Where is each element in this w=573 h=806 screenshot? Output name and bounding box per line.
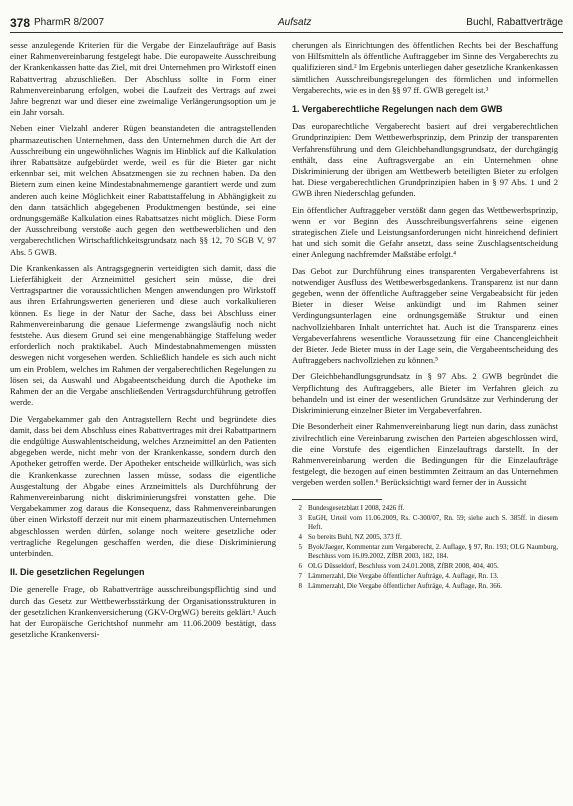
footnote: 6 OLG Düsseldorf, Beschluss vom 24.01.2008, ZfBR 2008, 404, 405.	[298, 561, 499, 570]
header-rule	[10, 32, 563, 33]
right-column	[292, 40, 558, 592]
paragraph: Die Krankenkassen als Antragsgegnerin verteidigten sich damit, dass die Lieferfähigkeit der Arzneimittel gesichert sein müsse, die drei Vertragspartner die voraussichtlichen Mengen anwendungen pro Wirkstoff aus ihren Erfahrungswerten generieren und diese auch vorkalkulieren können. Es liege in der Natur der Sache, dass bei Abschluss einer Rahmenvereinbarung die genaue Liefermenge zwangsläufig noch nicht feststehe. Aus diesem Grund sei eine mengenabhängige Staffelung weder erforderlich noch praktikabel. Auch Mindestabnahmemengen müssten deswegen nicht vorgesehen werden. Schließlich handele es sich auch nicht um ein Problem, welches im Rahmen der vergaberechtlichen Regelungen zu lösen sei, da Auswahl und Abgabeentscheidung durch die Apotheke im Rahmen der an die Vergabe anschließenden Vertragsdurchführung getroffen werde.	[10, 262, 276, 408]
section-heading: 1. Vergaberechtliche Regelungen nach dem GWB	[292, 104, 503, 115]
running-head: Buchl, Rabattverträge	[466, 17, 563, 28]
footnote: 2 Bundesgesetzblatt I 2008, 2426 ff.	[298, 503, 405, 512]
paragraph: Ein öffentlicher Auftraggeber verstößt dann gegen das Wettbewerbsprinzip, wenn er vor Beginn des Ausschreibungsverfahrens seine eigenen strategischen Ziele und Leistungsanforderungen nicht hinreichend definiert hat und sich somit die Gefahr ansetzt, dass seine Zuschlagsentscheidung einer Anlegung nachfremder Maßstäbe erfolgt.⁴	[292, 204, 558, 260]
paragraph: cherungen als Einrichtungen des öffentlichen Rechts bei der Beschaffung von Hilfsmitteln als öffentliche Auftraggeber im Sinne des Vergaberechts zu qualifizieren sind.² Im Ergebnis unterliegen daher gesetzliche Krankenkassen sämtlichen Ausschreibungsregelungen des förmlichen und informellen Vergaberechts, wie es in den §§ 97 ff. GWB geregelt ist.³	[292, 40, 558, 95]
left-column	[10, 40, 276, 645]
page-header	[10, 14, 563, 34]
journal-citation: PharmR 8/2007	[34, 17, 105, 28]
footnote: 3 EuGH, Urteil vom 11.06.2009, Rs. C-300/07, Rn. 59; siehe auch S. 385ff. in diesem Heft.	[298, 513, 558, 531]
paragraph: Der Gleichbehandlungsgrundsatz in § 97 Abs. 2 GWB begründet die Verpflichtung des Auftraggebers, alle Bieter im Verfahren gleich zu behandeln und ist einer der wesentlichen Grundsätze zur Verhinderung der Diskriminierung einzelner Bieter im Vergabeverfahren.	[292, 371, 558, 416]
paragraph: Neben einer Vielzahl anderer Rügen beanstandeten die antragstellenden pharmazeutischen Unternehmen, dass den Unternehmen durch die Art der Ausschreibung ein ungewöhnliches Wagnis im Hinblick auf die Kalkulation ihrer Rabattsätze aufgebürdet werde, weil es für die Bieter gar nicht erkennbar sei, mit welchen Absatzmengen sie zu rechnen haben. Da den Bietern zum einen keine Mindestabnahmemenge garantiert werde und zum anderen auch keine Möglichkeit einer Rabattstaffelung in Abhängigkeit zu den dann tatsächlich abgegebenen Produktmengen bestünde, sei eine ordnungsgemäße Kalkulation eines Rabattsatzes nicht möglich. Diese Form der Ausschreibung verstoße auch gegen den wettbewerblichen und den vergaberechtlichen Wirtschaftlichkeitsgrundsatz nach §§ 12, 70 SGB V, 97 Abs. 5 GWB.	[10, 123, 276, 257]
footnote: 7 Lämmerzahl, Die Vergabe öffentlicher Aufträge, 4. Auflage, Rn. 13.	[298, 571, 499, 580]
paragraph: Die Vergabekammer gab den Antragstellern Recht und begründete dies damit, dass bei dem Abschluss eines Rabattvertrages mit drei Rabattpartnern die endgültige Auswahlentscheidung, welches Arzneimittel an den Patienten abgegeben werde, nicht mehr von der Krankenkasse, sondern durch den Apotheker getroffen werde. Der Apotheker entscheide willkürlich, was sich die Krankenkasse zurechnen lassen müsse, sodass die eigentliche Ausgestaltung der Abgabe eines Arzneimittels als Durchführung der Rahmenvereinbarung nicht diskriminierungsfrei vonstatten gehe. Die Vergabekammer zog daraus die Konsequenz, dass Rahmenvereinbarungen über einen Wirkstoff derzeit nur mit einem pharmazeutischen Unternehmen abgeschlossen werden dürfen, solange noch weitere gesetzliche oder vertragliche Regelungen geschaffen werden, die diese Diskriminierung unterbinden.	[10, 413, 276, 558]
footnote: 4 So bereits Buhl, NZ 2005, 373 ff.	[298, 532, 402, 541]
section-heading: II. Die gesetzlichen Regelungen	[10, 567, 145, 578]
footnote: 8 Lämmerzahl, Die Vergabe öffentlicher Aufträge, 4. Auflage, Rn. 366.	[298, 581, 502, 590]
footnotes	[292, 504, 558, 591]
page-number: 378	[10, 16, 31, 30]
paragraph: Das europarechtliche Vergaberecht basiert auf drei vergaberechtlichen Grundprinzipien: Dem Wettbewerbsprinzip, dem Prinzip der transparenten Verfahrensführung und dem Gleichbehandlungsgrundsatz, der durchgängig enthält, dass eine Auftragsvergabe an ein Unternehmen ohne Diskriminierung der übrigen am Wettbewerb beteiligten Bieter zu erfolgen hat. Diese vergaberechtlichen Grundprinzipien haben in § 97 Abs. 1 und 2 GWB ihren Niederschlag gefunden.	[292, 121, 558, 199]
footnote-rule	[292, 499, 382, 500]
footnote: 5 Byok/Jaeger, Kommentar zum Vergaberecht, 2. Auflage, § 97, Rn. 193; OLG Naumburg, Beschluss vom 16.09.2002, ZfBR 2003, 182, 184.	[298, 542, 558, 560]
paragraph: sesse anzulegende Kriterien für die Vergabe der Einzelaufträge auf Basis einer Rahmenvereinbarung festgelegt habe. Die europaweite Ausschreibung der Krankenkassen hatte das Ziel, mit drei Unternehmen pro Wirkstoff einen Rabattvertrag abzuschließen. Der Abschluss sollte in Form einer Rahmenvereinbarung erfolgen, wobei die Laufzeit des Vertrags auf zwei Jahre begrenzt war und dieser eine zweimalige Verlängerungsoption um je ein Jahr vorsah.	[10, 40, 276, 118]
paragraph: Das Gebot zur Durchführung eines transparenten Vergabeverfahrens ist notwendiger Ausfluss des Wettbewerbsgedankens. Transparenz ist nur dann gegeben, wenn der öffentliche Auftraggeber seine Vergabeabsicht für jeden Bieter in dieser Weise ankündigt und im Rahmen seiner Verdingungsunterlagen eine ordnungsgemäße Struktur und einen nachvollziehbaren Inhalt unterrichtet hat. Auch ist die Transparenz eines Vergabeverfahrens wesentliche Voraussetzung für eine Chancengleichheit der Bieter. Jede Bieter muss in der Lage sein, die Vergabeentscheidung des Auftraggebers nachvollziehen zu können.⁵	[292, 265, 558, 366]
section-label: Aufsatz	[278, 17, 312, 28]
paragraph: Die generelle Frage, ob Rabattverträge ausschreibungspflichtig sind und durch das Gesetz zur Wettbewerbsstärkung der Organisationsstrukturen in der gesetzlichen Krankenversicherung (GKV-OrgWG) bereits geklärt.¹ Auch hat der Europäische Gerichtshof nunmehr am 11.06.2009 bestätigt, dass gesetzliche Krankenversi-	[10, 584, 276, 640]
paragraph: Die Besonderheit einer Rahmenvereinbarung liegt nun darin, dass zunächst zivilrechtlich eine Vereinbarung zwischen den Parteien abgeschlossen wird, die eine Vorstufe des eigentlichen Einzelauftrags darstellt. In der Rahmenvereinbarung werden die Bedingungen für die Einzelaufträge festgelegt, die bezogen auf einen bestimmten Zeitraum an das Unternehmen vergeben werden sollen.⁶ Berücksichtigt ward ferner der in Aussicht	[292, 421, 558, 488]
